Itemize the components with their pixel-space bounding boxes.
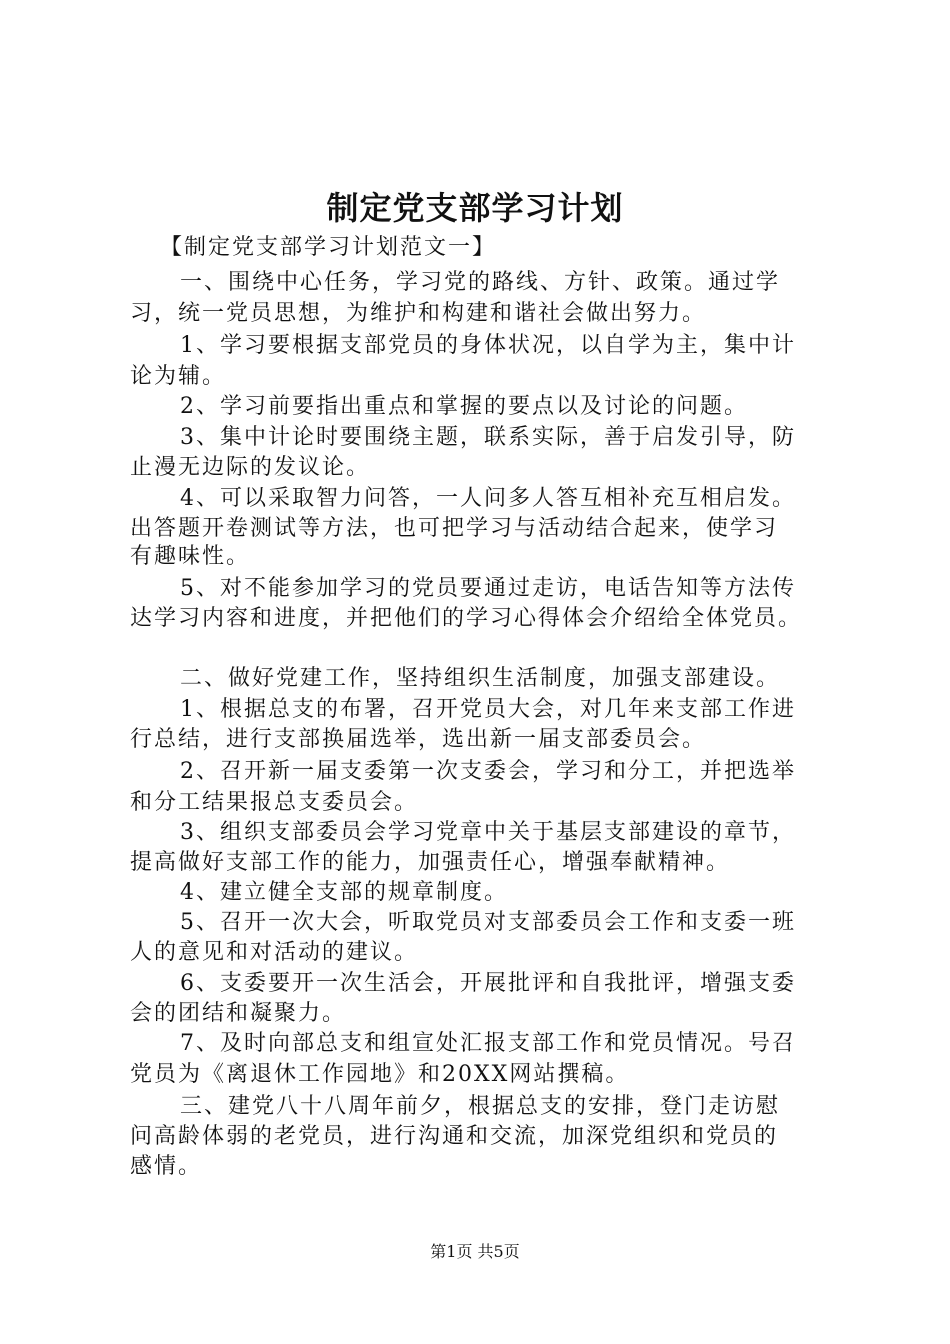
page-indicator: 第1页 共5页 xyxy=(430,1242,520,1261)
paragraph-line: 提高做好支部工作的能力，加强责任心，增强奉献精神。 xyxy=(130,850,731,875)
paragraph-line: 一、围绕中心任务，学习党的路线、方针、政策。通过学 xyxy=(180,270,781,295)
paragraph-line: 论为辅。 xyxy=(130,364,227,389)
paragraph-line: 4、建立健全支部的规章制度。 xyxy=(180,880,508,905)
paragraph-line: 3、组织支部委员会学习党章中关于基层支部建设的章节， xyxy=(180,820,796,845)
paragraph-line: 会的团结和凝聚力。 xyxy=(130,1001,347,1026)
paragraph-line: 三、建党八十八周年前夕，根据总支的安排，登门走访慰 xyxy=(180,1094,781,1119)
section-heading: 【制定党支部学习计划范文一】 xyxy=(160,235,497,260)
paragraph-line: 行总结，进行支部换届选举，选出新一届支部委员会。 xyxy=(130,727,707,752)
paragraph-line: 1、学习要根据支部党员的身体状况，以自学为主，集中计 xyxy=(180,333,796,358)
paragraph-line: 2、学习前要指出重点和掌握的要点以及讨论的问题。 xyxy=(180,394,748,419)
paragraph-line: 二、做好党建工作，坚持组织生活制度，加强支部建设。 xyxy=(180,666,781,691)
paragraph-line: 1、根据总支的布署，召开党员大会，对几年来支部工作进 xyxy=(180,697,796,722)
paragraph-line: 止漫无边际的发议论。 xyxy=(130,455,371,480)
paragraph-line: 5、对不能参加学习的党员要通过走访，电话告知等方法传 xyxy=(180,576,796,601)
paragraph-line: 感情。 xyxy=(130,1154,203,1179)
paragraph-line: 4、可以采取智力问答，一人问多人答互相补充互相启发。 xyxy=(180,486,796,511)
paragraph-line: 和分工结果报总支委员会。 xyxy=(130,790,419,815)
paragraph-line: 3、集中计论时要围绕主题，联系实际，善于启发引导，防 xyxy=(180,425,796,450)
paragraph-line: 有趣味性。 xyxy=(130,544,251,569)
paragraph-line: 7、及时向部总支和组宣处汇报支部工作和党员情况。号召 xyxy=(180,1031,796,1056)
paragraph-line: 习，统一党员思想，为维护和构建和谐社会做出努力。 xyxy=(130,301,707,326)
paragraph-line: 问高龄体弱的老党员，进行沟通和交流，加深党组织和党员的 xyxy=(130,1124,779,1149)
paragraph-line: 出答题开卷测试等方法，也可把学习与活动结合起来，使学习 xyxy=(130,516,779,541)
paragraph-line: 人的意见和对活动的建议。 xyxy=(130,940,419,965)
document-title: 制定党支部学习计划 xyxy=(326,189,624,227)
paragraph-line: 党员为《离退休工作园地》和20XX网站撰稿。 xyxy=(130,1062,630,1087)
paragraph-line: 6、支委要开一次生活会，开展批评和自我批评，增强支委 xyxy=(180,971,796,996)
paragraph-line: 达学习内容和进度，并把他们的学习心得体会介绍给全体党员。 xyxy=(130,606,803,631)
paragraph-line: 5、召开一次大会，听取党员对支部委员会工作和支委一班 xyxy=(180,910,796,935)
paragraph-line: 2、召开新一届支委第一次支委会，学习和分工，并把选举 xyxy=(180,759,796,784)
